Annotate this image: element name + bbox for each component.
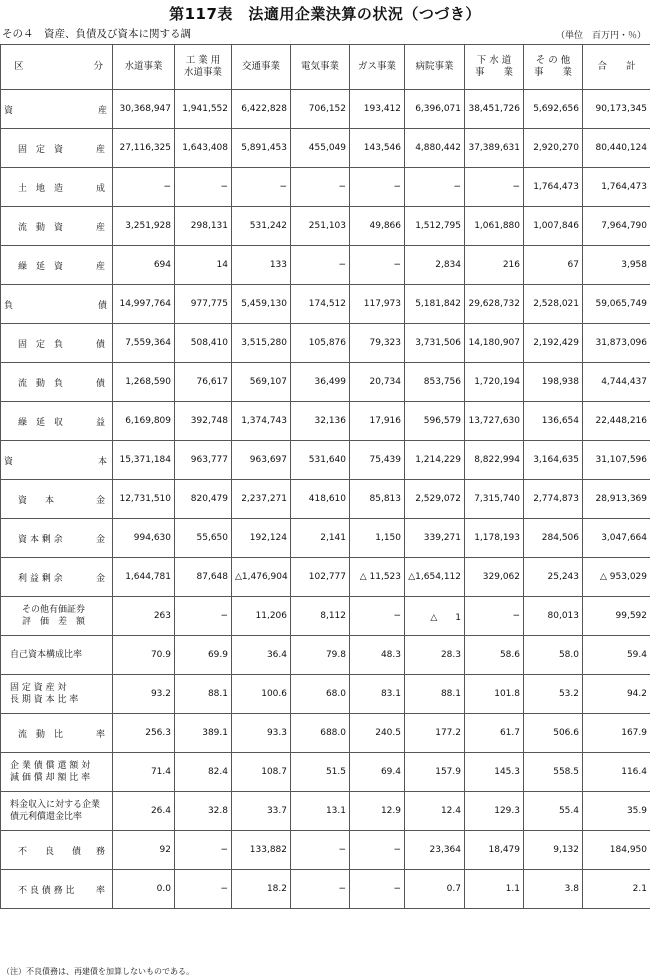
table-cell: − bbox=[175, 831, 232, 870]
table-cell: 83.1 bbox=[350, 675, 405, 714]
row-label: 不 良 債 務 比 率 bbox=[1, 870, 113, 909]
table-cell: 93.2 bbox=[113, 675, 175, 714]
table-cell: △1,476,904 bbox=[232, 558, 291, 597]
table-cell: 101.8 bbox=[465, 675, 524, 714]
table-cell: 28,913,369 bbox=[583, 480, 650, 519]
table-row bbox=[1, 480, 650, 519]
table-row bbox=[1, 753, 650, 792]
table-cell: 7,964,790 bbox=[583, 207, 650, 246]
table-cell: △1,654,112 bbox=[405, 558, 465, 597]
table-cell: 3,047,664 bbox=[583, 519, 650, 558]
table-cell: 26.4 bbox=[113, 792, 175, 831]
table-cell: 706,152 bbox=[291, 90, 350, 129]
table-cell: 76,617 bbox=[175, 363, 232, 402]
table-cell: 116.4 bbox=[583, 753, 650, 792]
table-cell: 38,451,726 bbox=[465, 90, 524, 129]
table-row bbox=[1, 129, 650, 168]
row-label: 負 債 bbox=[1, 285, 113, 324]
table-cell: 1,214,229 bbox=[405, 441, 465, 480]
table-cell: 2,920,270 bbox=[524, 129, 583, 168]
table-cell: 133,882 bbox=[232, 831, 291, 870]
table-cell: 94.2 bbox=[583, 675, 650, 714]
table-cell: 2.1 bbox=[583, 870, 650, 909]
table-cell: 59.4 bbox=[583, 636, 650, 675]
column-header: 水道事業 bbox=[113, 45, 175, 90]
table-row bbox=[1, 285, 650, 324]
table-cell: 5,692,656 bbox=[524, 90, 583, 129]
table-row bbox=[1, 207, 650, 246]
table-cell: 167.9 bbox=[583, 714, 650, 753]
row-label: 土 地 造 成 bbox=[1, 168, 113, 207]
table-row bbox=[1, 675, 650, 714]
table-cell: 5,891,453 bbox=[232, 129, 291, 168]
table-cell: 531,640 bbox=[291, 441, 350, 480]
row-label: 企 業 債 償 還 額 対 減 価 償 却 額 比 率 bbox=[1, 753, 113, 792]
table-cell: 2,834 bbox=[405, 246, 465, 285]
table-cell: 3,515,280 bbox=[232, 324, 291, 363]
table-cell: 339,271 bbox=[405, 519, 465, 558]
row-label: 資 本 金 bbox=[1, 480, 113, 519]
table-row bbox=[1, 870, 650, 909]
table-row bbox=[1, 363, 650, 402]
table-cell: 100.6 bbox=[232, 675, 291, 714]
table-cell: 35.9 bbox=[583, 792, 650, 831]
table-cell: − bbox=[350, 870, 405, 909]
table-cell: 1,643,408 bbox=[175, 129, 232, 168]
category-header: 区 分 bbox=[1, 45, 113, 90]
table-cell: − bbox=[465, 597, 524, 636]
table-cell: 92 bbox=[113, 831, 175, 870]
table-cell: − bbox=[175, 870, 232, 909]
column-header: 下 水 道 事 業 bbox=[465, 45, 524, 90]
table-cell: 198,938 bbox=[524, 363, 583, 402]
table-cell: 13.1 bbox=[291, 792, 350, 831]
table-cell: 1,644,781 bbox=[113, 558, 175, 597]
table-cell: 11,206 bbox=[232, 597, 291, 636]
table-cell: 143,546 bbox=[350, 129, 405, 168]
table-cell: 418,610 bbox=[291, 480, 350, 519]
table-cell: 977,775 bbox=[175, 285, 232, 324]
table-row bbox=[1, 831, 650, 870]
table-cell: 15,371,184 bbox=[113, 441, 175, 480]
table-cell: 31,873,096 bbox=[583, 324, 650, 363]
table-row bbox=[1, 90, 650, 129]
table-cell: 1,178,193 bbox=[465, 519, 524, 558]
table-cell: 71.4 bbox=[113, 753, 175, 792]
table-row bbox=[1, 402, 650, 441]
table-cell: 88.1 bbox=[405, 675, 465, 714]
table-subtitle: その４ 資産、負債及び資本に関する調 bbox=[2, 28, 191, 40]
table-cell: 14 bbox=[175, 246, 232, 285]
table-cell: 70.9 bbox=[113, 636, 175, 675]
table-cell: 36,499 bbox=[291, 363, 350, 402]
table-cell: 256.3 bbox=[113, 714, 175, 753]
table-cell: 508,410 bbox=[175, 324, 232, 363]
table-cell: △ 11,523 bbox=[350, 558, 405, 597]
table-cell: 136,654 bbox=[524, 402, 583, 441]
header-row bbox=[1, 45, 650, 90]
table-cell: 133 bbox=[232, 246, 291, 285]
table-body bbox=[1, 90, 650, 909]
table-cell: 3,731,506 bbox=[405, 324, 465, 363]
table-cell: 69.4 bbox=[350, 753, 405, 792]
table-cell: 963,697 bbox=[232, 441, 291, 480]
table-cell: 694 bbox=[113, 246, 175, 285]
table-cell: 6,396,071 bbox=[405, 90, 465, 129]
table-cell: 27,116,325 bbox=[113, 129, 175, 168]
table-cell: 23,364 bbox=[405, 831, 465, 870]
table-cell: 102,777 bbox=[291, 558, 350, 597]
table-cell: 88.1 bbox=[175, 675, 232, 714]
table-cell: 117,973 bbox=[350, 285, 405, 324]
table-row bbox=[1, 246, 650, 285]
table-cell: 2,237,271 bbox=[232, 480, 291, 519]
row-label: 繰 延 資 産 bbox=[1, 246, 113, 285]
table-cell: 963,777 bbox=[175, 441, 232, 480]
table-cell: 177.2 bbox=[405, 714, 465, 753]
table-cell: 29,628,732 bbox=[465, 285, 524, 324]
table-cell: − bbox=[291, 246, 350, 285]
table-cell: 28.3 bbox=[405, 636, 465, 675]
table-cell: 12.4 bbox=[405, 792, 465, 831]
table-cell: 9,132 bbox=[524, 831, 583, 870]
table-cell: − bbox=[291, 168, 350, 207]
page-title: 第117表 法適用企業決算の状況（つづき） bbox=[169, 5, 481, 23]
table-cell: − bbox=[291, 870, 350, 909]
table-row bbox=[1, 636, 650, 675]
row-label: 自己資本構成比率 bbox=[1, 636, 113, 675]
table-cell: 994,630 bbox=[113, 519, 175, 558]
table-cell: 853,756 bbox=[405, 363, 465, 402]
table-cell: 58.0 bbox=[524, 636, 583, 675]
row-label: 料金収入に対する企業 債元利償還金比率 bbox=[1, 792, 113, 831]
table-cell: − bbox=[405, 168, 465, 207]
row-label: 固 定 資 産 bbox=[1, 129, 113, 168]
table-row bbox=[1, 558, 650, 597]
table-cell: 30,368,947 bbox=[113, 90, 175, 129]
table-row bbox=[1, 714, 650, 753]
table-cell: 79,323 bbox=[350, 324, 405, 363]
table-cell: 455,049 bbox=[291, 129, 350, 168]
table-cell: 31,107,596 bbox=[583, 441, 650, 480]
table-cell: − bbox=[350, 831, 405, 870]
table-cell: 6,169,809 bbox=[113, 402, 175, 441]
table-cell: 2,141 bbox=[291, 519, 350, 558]
table-cell: − bbox=[465, 168, 524, 207]
table-cell: 7,315,740 bbox=[465, 480, 524, 519]
table-cell: △ 1 bbox=[405, 597, 465, 636]
table-cell: 145.3 bbox=[465, 753, 524, 792]
table-cell: 0.0 bbox=[113, 870, 175, 909]
table-row bbox=[1, 519, 650, 558]
row-label: 資 本 剰 余 金 bbox=[1, 519, 113, 558]
table-cell: 129.3 bbox=[465, 792, 524, 831]
table-cell: 69.9 bbox=[175, 636, 232, 675]
table-cell: 93.3 bbox=[232, 714, 291, 753]
table-cell: 25,243 bbox=[524, 558, 583, 597]
table-cell: 90,173,345 bbox=[583, 90, 650, 129]
table-cell: 12,731,510 bbox=[113, 480, 175, 519]
table-cell: − bbox=[175, 168, 232, 207]
row-label: 不 良 債 務 bbox=[1, 831, 113, 870]
table-cell: 105,876 bbox=[291, 324, 350, 363]
row-label: 資 本 bbox=[1, 441, 113, 480]
table-cell: 58.6 bbox=[465, 636, 524, 675]
table-cell: 36.4 bbox=[232, 636, 291, 675]
table-cell: 2,192,429 bbox=[524, 324, 583, 363]
table-cell: 22,448,216 bbox=[583, 402, 650, 441]
table-cell: 174,512 bbox=[291, 285, 350, 324]
table-cell: 192,124 bbox=[232, 519, 291, 558]
table-cell: 6,422,828 bbox=[232, 90, 291, 129]
table-cell: 3,958 bbox=[583, 246, 650, 285]
unit-label: （単位 百万円・％） bbox=[555, 31, 646, 41]
table-cell: 688.0 bbox=[291, 714, 350, 753]
table-cell: 506.6 bbox=[524, 714, 583, 753]
table-cell: − bbox=[350, 597, 405, 636]
table-cell: 2,528,021 bbox=[524, 285, 583, 324]
table-cell: 0.7 bbox=[405, 870, 465, 909]
column-header: 病院事業 bbox=[405, 45, 465, 90]
table-cell: 14,180,907 bbox=[465, 324, 524, 363]
row-label: 利 益 剰 余 金 bbox=[1, 558, 113, 597]
row-label: 流 動 比 率 bbox=[1, 714, 113, 753]
column-header: 交通事業 bbox=[232, 45, 291, 90]
table-cell: 79.8 bbox=[291, 636, 350, 675]
column-header: ガス事業 bbox=[350, 45, 405, 90]
table-cell: 1,150 bbox=[350, 519, 405, 558]
table-cell: 80,440,124 bbox=[583, 129, 650, 168]
table-cell: 85,813 bbox=[350, 480, 405, 519]
table-cell: 558.5 bbox=[524, 753, 583, 792]
table-cell: 5,459,130 bbox=[232, 285, 291, 324]
table-cell: 87,648 bbox=[175, 558, 232, 597]
table-row bbox=[1, 168, 650, 207]
table-cell: 20,734 bbox=[350, 363, 405, 402]
row-label: 流 動 資 産 bbox=[1, 207, 113, 246]
table-cell: 48.3 bbox=[350, 636, 405, 675]
column-header: そ の 他 事 業 bbox=[524, 45, 583, 90]
table-cell: 49,866 bbox=[350, 207, 405, 246]
table-row bbox=[1, 324, 650, 363]
table-cell: 59,065,749 bbox=[583, 285, 650, 324]
table-cell: 55.4 bbox=[524, 792, 583, 831]
row-label: 固 定 資 産 対 長 期 資 本 比 率 bbox=[1, 675, 113, 714]
table-cell: 184,950 bbox=[583, 831, 650, 870]
table-row bbox=[1, 792, 650, 831]
table-cell: 12.9 bbox=[350, 792, 405, 831]
table-cell: 80,013 bbox=[524, 597, 583, 636]
column-header: 工 業 用 水道事業 bbox=[175, 45, 232, 90]
table-cell: 1,941,552 bbox=[175, 90, 232, 129]
row-label: 資 産 bbox=[1, 90, 113, 129]
table-cell: 240.5 bbox=[350, 714, 405, 753]
table-cell: 75,439 bbox=[350, 441, 405, 480]
table-cell: 61.7 bbox=[465, 714, 524, 753]
table-cell: 596,579 bbox=[405, 402, 465, 441]
table-cell: − bbox=[113, 168, 175, 207]
table-cell: 18.2 bbox=[232, 870, 291, 909]
table-cell: △ 953,029 bbox=[583, 558, 650, 597]
table-cell: − bbox=[350, 246, 405, 285]
table-cell: 3.8 bbox=[524, 870, 583, 909]
table-cell: 55,650 bbox=[175, 519, 232, 558]
row-label: 流 動 負 債 bbox=[1, 363, 113, 402]
table-row bbox=[1, 441, 650, 480]
table-cell: 5,181,842 bbox=[405, 285, 465, 324]
table-cell: 298,131 bbox=[175, 207, 232, 246]
row-label: その他有価証券 評 価 差 額 bbox=[1, 597, 113, 636]
table-cell: − bbox=[350, 168, 405, 207]
table-cell: 3,251,928 bbox=[113, 207, 175, 246]
table-cell: 251,103 bbox=[291, 207, 350, 246]
table-cell: 51.5 bbox=[291, 753, 350, 792]
table-cell: 216 bbox=[465, 246, 524, 285]
column-header: 電気事業 bbox=[291, 45, 350, 90]
table-cell: 392,748 bbox=[175, 402, 232, 441]
table-cell: 67 bbox=[524, 246, 583, 285]
table-cell: 1.1 bbox=[465, 870, 524, 909]
table-cell: − bbox=[232, 168, 291, 207]
table-cell: 1,512,795 bbox=[405, 207, 465, 246]
table-cell: 8,822,994 bbox=[465, 441, 524, 480]
table-cell: 263 bbox=[113, 597, 175, 636]
table-cell: − bbox=[291, 831, 350, 870]
table-cell: 18,479 bbox=[465, 831, 524, 870]
table-cell: 8,112 bbox=[291, 597, 350, 636]
table-cell: 2,774,873 bbox=[524, 480, 583, 519]
table-cell: 569,107 bbox=[232, 363, 291, 402]
table-cell: 1,720,194 bbox=[465, 363, 524, 402]
table-cell: 32.8 bbox=[175, 792, 232, 831]
table-cell: 4,744,437 bbox=[583, 363, 650, 402]
table-cell: 284,506 bbox=[524, 519, 583, 558]
table-cell: 32,136 bbox=[291, 402, 350, 441]
table-cell: 1,268,590 bbox=[113, 363, 175, 402]
table-cell: 7,559,364 bbox=[113, 324, 175, 363]
table-row bbox=[1, 597, 650, 636]
table-cell: 3,164,635 bbox=[524, 441, 583, 480]
table-cell: 820,479 bbox=[175, 480, 232, 519]
column-header: 合 計 bbox=[583, 45, 650, 90]
table-cell: 17,916 bbox=[350, 402, 405, 441]
table-cell: 2,529,072 bbox=[405, 480, 465, 519]
table-cell: 157.9 bbox=[405, 753, 465, 792]
row-label: 固 定 負 債 bbox=[1, 324, 113, 363]
table-cell: 1,007,846 bbox=[524, 207, 583, 246]
table-cell: 37,389,631 bbox=[465, 129, 524, 168]
footnote: （注）不良債務は、再建債を加算しないものである。 bbox=[2, 967, 194, 976]
table-cell: 531,242 bbox=[232, 207, 291, 246]
table-cell: 1,061,880 bbox=[465, 207, 524, 246]
table-cell: 4,880,442 bbox=[405, 129, 465, 168]
table-cell: 1,374,743 bbox=[232, 402, 291, 441]
table-cell: 82.4 bbox=[175, 753, 232, 792]
table-cell: 53.2 bbox=[524, 675, 583, 714]
table-cell: 14,997,764 bbox=[113, 285, 175, 324]
table-cell: − bbox=[175, 597, 232, 636]
table-cell: 389.1 bbox=[175, 714, 232, 753]
finance-table bbox=[0, 44, 650, 909]
table-cell: 108.7 bbox=[232, 753, 291, 792]
table-cell: 193,412 bbox=[350, 90, 405, 129]
table-cell: 68.0 bbox=[291, 675, 350, 714]
table-cell: 1,764,473 bbox=[524, 168, 583, 207]
table-cell: 329,062 bbox=[465, 558, 524, 597]
row-label: 繰 延 収 益 bbox=[1, 402, 113, 441]
table-cell: 13,727,630 bbox=[465, 402, 524, 441]
table-cell: 99,592 bbox=[583, 597, 650, 636]
table-cell: 33.7 bbox=[232, 792, 291, 831]
table-cell: 1,764,473 bbox=[583, 168, 650, 207]
